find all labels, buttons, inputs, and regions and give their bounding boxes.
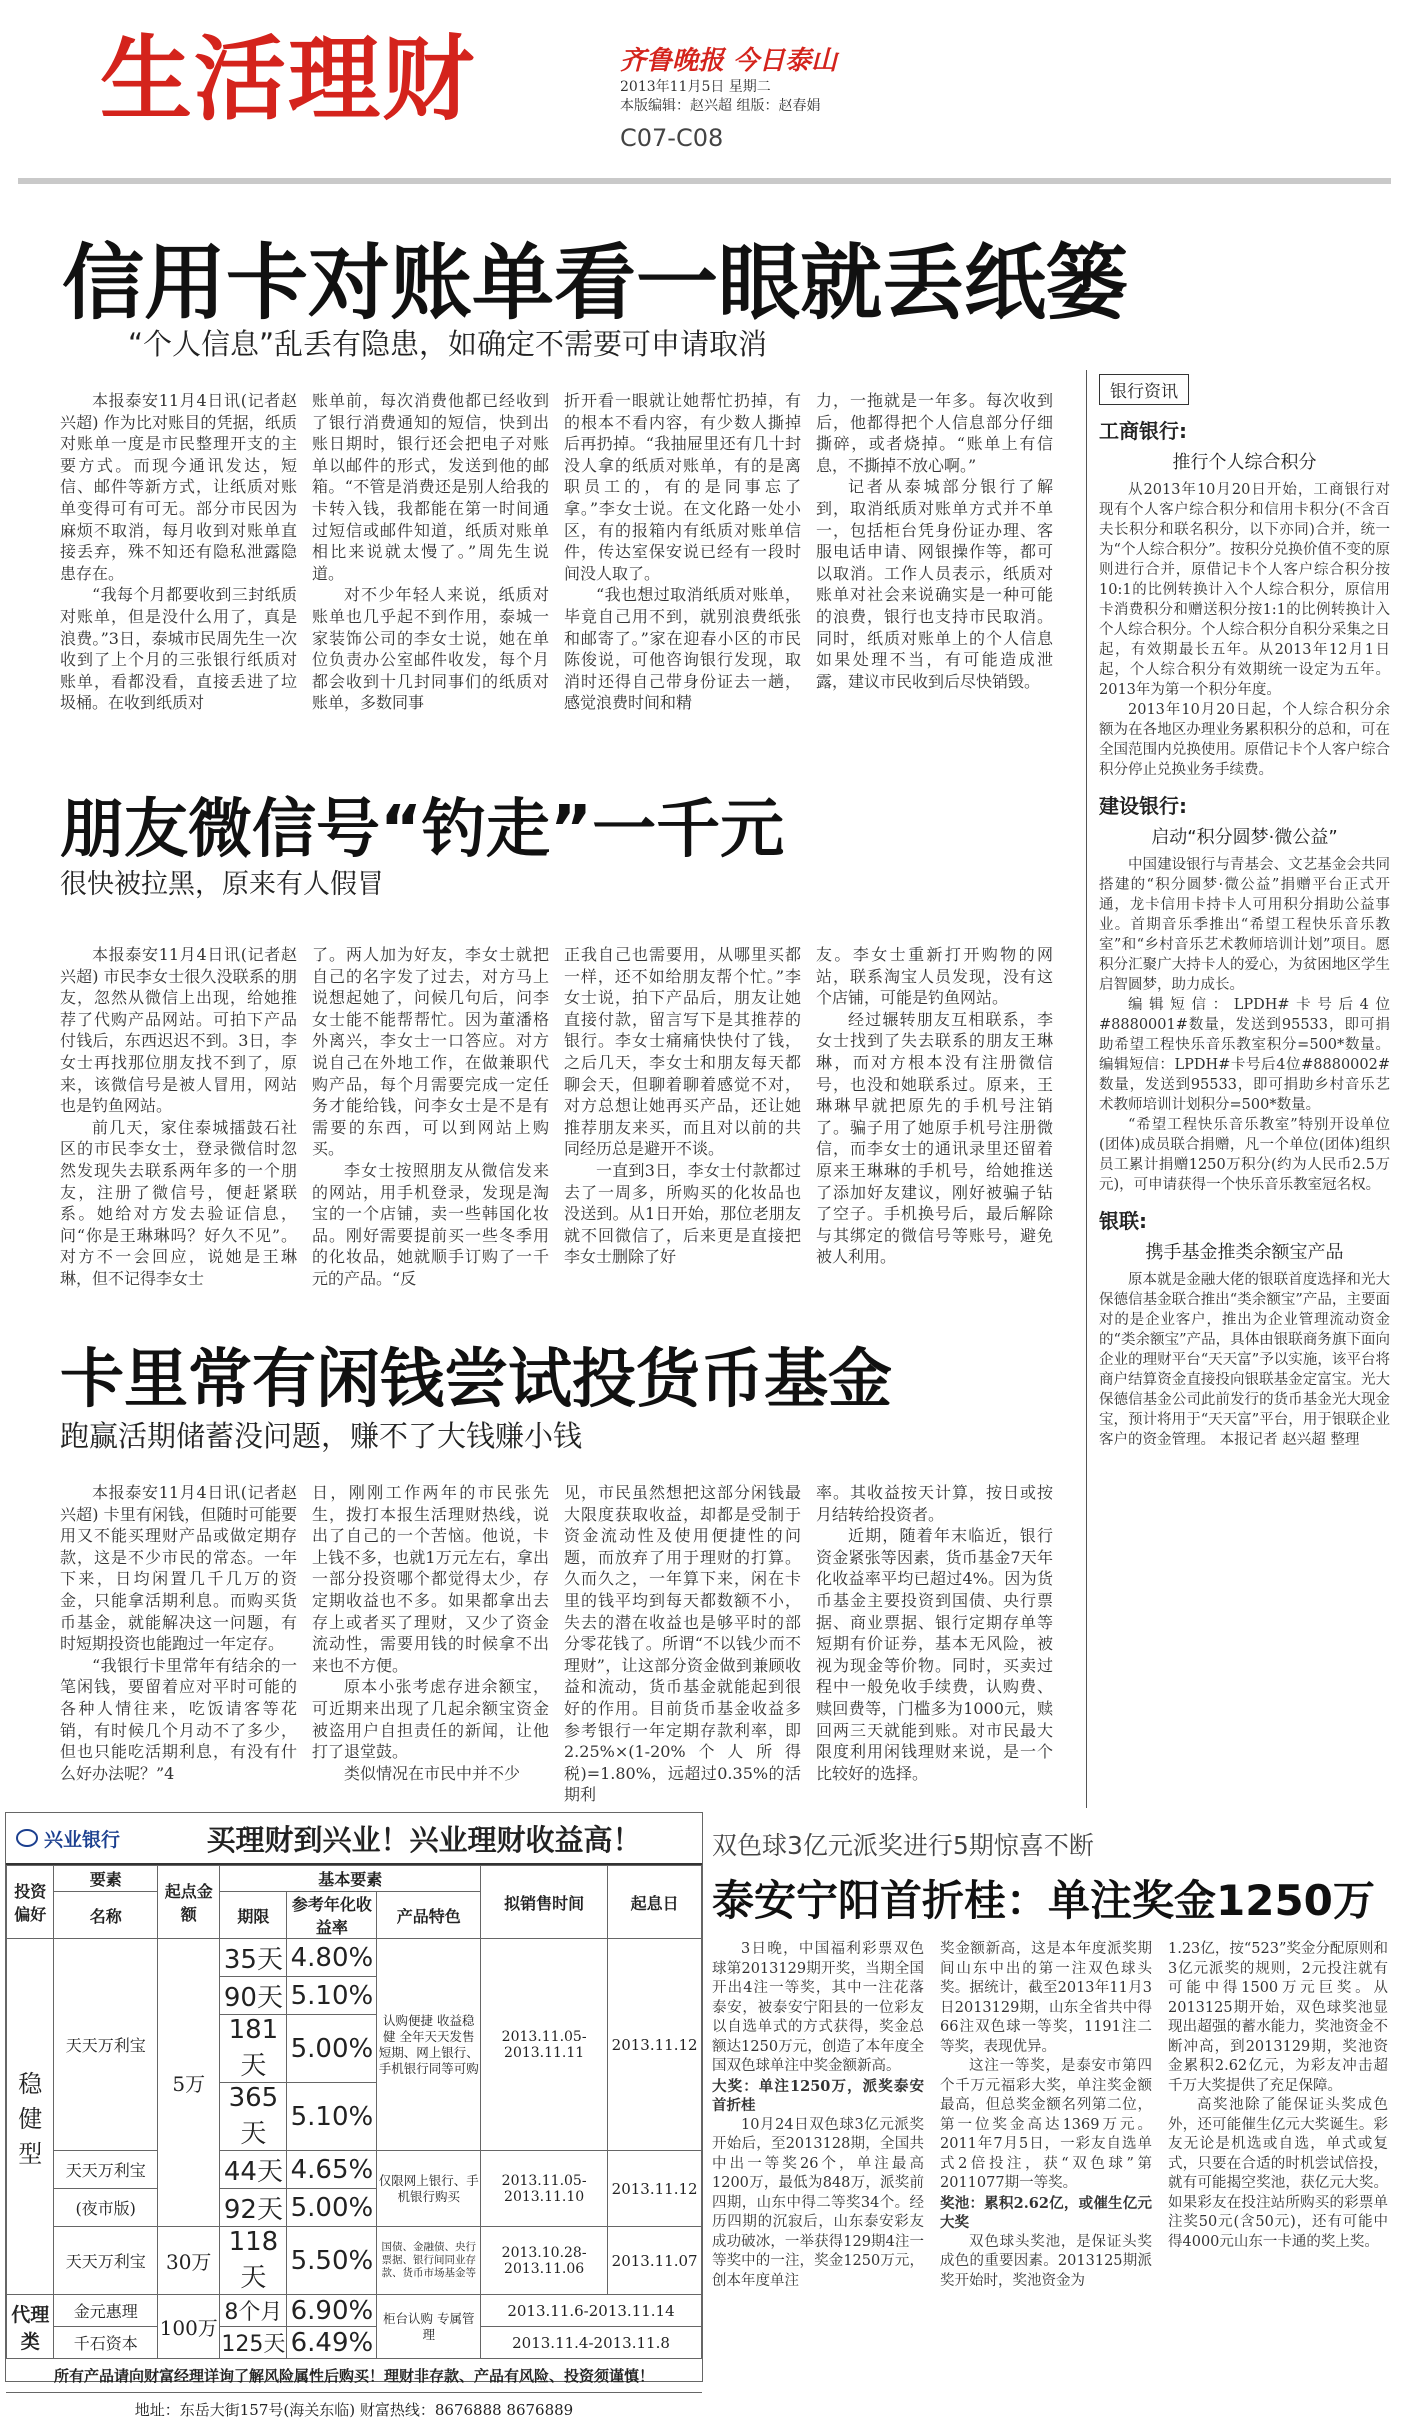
- bank-logo: [6, 1825, 146, 1852]
- paragraph: 折开看一眼就让她帮忙扔掉，有的根本不看内容，有少数人撕掉后再扔掉。“我抽屉里还有几十封没人拿的纸质对账单，有的是离职员工的，有的是同事忘了拿。”李女士说。在文化路一处小区，有的报箱内有纸质对账单信件，传达室保安说已经有一段时间没人取了。: [564, 391, 801, 583]
- th-start: 起点金额: [157, 1866, 220, 1939]
- th-period: 期限: [220, 1892, 287, 1939]
- cell-rate: 4.80%: [287, 1939, 377, 1977]
- cell-name: (夜市版): [54, 2189, 158, 2227]
- paragraph: 一直到3日，李女士付款都过去了一周多，所购买的化妆品也没送到。从1日开始，那位老朋友就不回微信了，后来更是直接把李女士删除了好: [564, 1160, 801, 1267]
- th-invest: 投资偏好: [7, 1866, 54, 1939]
- paragraph: 10月24日双色球3亿元派奖开始后，至2013128期，全国共中出一等奖26个，单注最高1200万，最低为848万，派奖前四期，山东中得二等奖34个。经历四期的沉寂后，山东泰安彩友成功破冰，一举获得129期4注一等奖中的一注，奖金1250万元，创本年度单注: [712, 2116, 924, 2289]
- paragraph: 这注一等奖，是泰安市第四个千万元福彩大奖，单注奖金额最高，但总奖金额名列第二位，第一位奖金高达1369万元。2011年7月5日，一彩友自选单式2倍投注，获“双色球”第2011077期一等奖。: [940, 2058, 1152, 2191]
- article-2-subtitle: 很快被拉黑，原来有人假冒: [60, 869, 384, 900]
- article-1-col-1: [60, 390, 297, 720]
- paragraph: 编辑短信：LPDH#卡号后4位#8880001#数量，发送到95533，即可捐助希望工程快乐音乐教室积分=500*数量。编辑短信：LPDH#卡号后4位#8880002#数量，发送到95533，即可捐助乡村音乐艺术教师培训计划积分=500*数量。: [1099, 997, 1390, 1113]
- issue-meta: [620, 78, 820, 116]
- cell-period: 35天: [220, 1939, 287, 1977]
- article-3-col-3: [564, 1482, 801, 1805]
- cell-startday: 2013.11.12: [608, 2151, 702, 2227]
- th-startday: 起息日: [608, 1866, 702, 1939]
- cell-name: 千石资本: [54, 2327, 158, 2359]
- paragraph: 近期，随着年末临近，银行资金紧张等因素，货币基金7天年化收益率平均已超过4%。因为货币基金主要投资到国债、央行票据、商业票据、银行定期存单等短期有价证券，基本无风险，被视为现金等价物。同时，买卖过程中一般免收手续费，认购费、赎回费等，门槛多为1000元，赎回两三天就能到账。对市民最大限度利用闲钱理财来说，是一个比较好的选择。: [816, 1526, 1053, 1783]
- article-3-title: 卡里常有闲钱尝试投货币基金: [60, 1343, 892, 1417]
- cell-rate: 5.10%: [287, 1977, 377, 2015]
- th-yield: 参考年化收益率: [287, 1892, 377, 1939]
- cell-name: 金元惠理: [54, 2295, 158, 2327]
- paragraph: 率。其收益按天计算，按日或按月结转给投资者。: [816, 1483, 1053, 1524]
- paragraph: 本报泰安11月4日讯(记者赵兴超) 卡里有闲钱，但随时可能要用又不能买理财产品或做定期存款，这是不少市民的常态。一年下来，日均闲置几千几万的资金，只能拿活期利息。而购买货币基金，就能解决这一问题，有时短期投资也能跑过一年定存。: [60, 1483, 297, 1654]
- cell-period: 44天: [220, 2151, 287, 2189]
- lottery-col-3: [1168, 1940, 1388, 2376]
- paragraph: 本报泰安11月4日讯(记者赵兴超) 作为比对账目的凭据，纸质对账单一度是市民整理开支的主要方式。而现今通讯发达，短信、邮件等新方式，让纸质对账单变得可有可无。部分市民因为麻烦不取消，每月收到对账单直接丢弃，殊不知还有隐私泄露隐患存在。: [60, 391, 297, 583]
- paragraph: 日，刚刚工作两年的市民张先生，拨打本报生活理财热线，说出了自己的一个苦恼。他说，卡上钱不多，也就1万元左右，拿出一部分投资哪个都觉得太少，存定期收益也不多。如果都拿出去存上或者买了理财，又少了资金流动性，需要用钱的时候拿不出来也不方便。: [312, 1483, 549, 1675]
- article-1-col-3: [564, 390, 801, 720]
- cell-period: 118天: [220, 2227, 287, 2295]
- lottery-kicker: 双色球3亿元派奖进行5期惊喜不断: [712, 1831, 1094, 1860]
- cell-sale: 2013.11.4-2013.11.8: [481, 2327, 702, 2359]
- cell-stable: 稳健型: [7, 1939, 54, 2295]
- bank-logo-icon: [16, 1829, 38, 1847]
- sidebar-label: 银行资讯: [1099, 374, 1189, 405]
- ad-disclaimer: 所有产品请向财富经理详询了解风险属性后购买！理财非存款、产品有风险、投资须谨慎！: [53, 2367, 654, 2385]
- cell-agency: 代理类: [7, 2295, 54, 2359]
- sidebar-bank-icbc: 工商银行:: [1099, 419, 1187, 443]
- feature-text: 认购便捷 收益稳健 全年天天发售: [383, 2012, 475, 2044]
- article-1-title: 信用卡对账单看一眼就丢纸篓: [62, 236, 1129, 331]
- cell-startday: 2013.11.07: [608, 2227, 702, 2295]
- cell-period: 90天: [220, 1977, 287, 2015]
- cell-name: 天天万利宝: [54, 2227, 158, 2295]
- cell-feature: 仅限网上银行、手机银行购买: [377, 2151, 481, 2227]
- section-title: 生活理财: [100, 26, 477, 133]
- article-2-col-1: [60, 944, 297, 1288]
- paragraph: 类似情况在市民中并不少: [344, 1763, 521, 1783]
- page-range: C07-C08: [620, 124, 724, 152]
- paragraph: 记者从泰城部分银行了解到，取消纸质对账单方式并不单一，包括柜台凭身份证办理、客服电话申请、网银操作等，都可以取消。工作人员表示，纸质对账单对社会来说确实是一种可能的浪费，银行也支持市民取消。同时，纸质对账单上的个人信息如果处理不当，有可能造成泄露，建议市民收到后尽快销毁。: [816, 477, 1053, 691]
- header-divider: [18, 178, 1391, 184]
- ad-address: 地址：东岳大街157号(海关东临) 财富热线：8676888 8676889: [6, 2392, 702, 2426]
- article-3-col-1: [60, 1482, 297, 1800]
- paragraph: 3日晚，中国福利彩票双色球第2013129期开奖，当期全国开出4注一等奖，其中一注花落泰安，被泰安宁阳县的一位彩友以自选单式的方式获得，奖金总额达1250万元，创造了本年度全国双色球单注中奖金额新高。: [712, 1941, 924, 2074]
- article-2-col-3: [564, 944, 801, 1274]
- sidebar-headline-ccb: 启动“积分圆梦·微公益”: [1151, 827, 1338, 848]
- paragraph: “我每个月都要收到三封纸质对账单，但是没什么用了，真是浪费。”3日，泰城市民周先生一次收到了上个月的三张银行纸质对账单，看都没看，直接丢进了垃圾桶。在收到纸质对: [60, 585, 297, 713]
- paragraph: 经过辗转朋友互相联系，李女士找到了失去联系的朋友王琳琳，而对方根本没有注册微信号，也没和她联系过。原来，王琳琳早就把原先的手机号注销了。骗子用了她原手机号注册微信，而李女士的通讯录里还留着原来王琳琳的手机号，给她推送了添加好友建议，刚好被骗子钻了空子。手机换号后，最后解除与其绑定的微信号等账号，避免被人利用。: [816, 1009, 1053, 1267]
- ad-title: 买理财到兴业！兴业理财收益高！: [206, 1822, 642, 1857]
- cell-sale: 2013.11.05-2013.11.11: [481, 1939, 608, 2151]
- cell-startday: 2013.11.12: [608, 1939, 702, 2151]
- sidebar-headline-icbc: 推行个人综合积分: [1172, 452, 1317, 473]
- cell-sale: 2013.10.28-2013.11.06: [481, 2227, 608, 2295]
- paragraph: 前几天，家住泰城擂鼓石社区的市民李女士，登录微信时忽然发现失去联系两年多的一个朋友，注册了微信号，便赶紧联系。她给对方发去验证信息，问“你是王琳琳吗？好久不见”。对方不一会回应，说她是王琳琳，但不记得李女士: [60, 1117, 297, 1288]
- newspaper-brand: 齐鲁晚报 今日泰山: [620, 46, 838, 76]
- paragraph: 奖池：累积2.62亿，或催生亿元大奖: [940, 2194, 1152, 2231]
- lottery-title: 泰安宁阳首折桂：单注奖金1250万: [712, 1876, 1375, 1925]
- article-1-col-4: [816, 390, 1053, 720]
- issue-date: 2013年11月5日 星期二: [620, 79, 771, 95]
- paragraph: 奖金额新高，这是本年度派奖期间山东中出的第一注双色球头奖。据统计，截至2013年11月3日2013129期，山东全省共中得66注双色球一等奖，1191注二等奖，表现优异。: [940, 1941, 1152, 2055]
- cib-advertisement: [5, 1812, 703, 2419]
- article-2-col-4: [816, 944, 1053, 1274]
- paragraph: 力，一拖就是一年多。每次收到后，他都得把个人信息部分仔细撕碎，或者烧掉。“账单上有信息，不撕掉不放心啊。”: [816, 391, 1053, 475]
- sidebar-headline-unionpay: 携手基金推类余额宝产品: [1145, 1242, 1344, 1263]
- sidebar-bank-unionpay: 银联:: [1099, 1209, 1147, 1233]
- bank-logo-text: 兴业银行: [44, 1828, 121, 1851]
- th-sale: 拟销售时间: [481, 1866, 608, 1939]
- sidebar-bank-ccb: 建设银行:: [1099, 794, 1187, 818]
- lottery-col-1: [712, 1940, 924, 2376]
- paragraph: “我银行卡里常年有结余的一笔闲钱，要留着应对平时可能的各种人情往来，吃饭请客等花销，有时候几个月动不了多少，但也只能吃活期利息，有没有什么好办法呢？”4: [60, 1655, 297, 1783]
- paragraph: 正我自己也需要用，从哪里买都一样，还不如给朋友帮个忙。”李女士说，拍下产品后，朋友让她直接付款，留言写下是其推荐的银行。李女士痛痛快快付了钱，之后几天，李女士和朋友每天都聊会天，但聊着聊着感觉不对，对方总想让她再买产品，还让她推荐朋友来买，而且对以前的共同经历总是避开不谈。: [564, 945, 801, 1159]
- th-basic: 基本要素: [220, 1866, 481, 1892]
- cell-feature: [377, 1939, 481, 2151]
- cell-rate: 4.65%: [287, 2151, 377, 2189]
- cell-period: 365天: [220, 2083, 287, 2151]
- paragraph: 原本就是金融大佬的银联首度选择和光大保德信基金联合推出“类余额宝”产品，主要面对的是企业客户，推出为企业管理流动资金的“类余额宝”产品，具体由银联商务旗下面向企业的理财平台“天天富”予以实施，该平台将商户结算资金直接投向银联基金定富宝。光大保德信基金公司此前发行的货币基金光大现金宝，预计将用于“天天富”平台，用于银联企业客户的资金管理。 本报记者 赵兴超 整理: [1099, 1272, 1390, 1448]
- th-feature: 产品特色: [377, 1892, 481, 1939]
- th-name: 名称: [54, 1892, 158, 1939]
- cell-rate: 5.00%: [287, 2015, 377, 2083]
- cell-name: 天天万利宝: [54, 1939, 158, 2151]
- article-2-col-2: [312, 944, 549, 1288]
- paragraph: 账单前，每次消费他都已经收到了银行消费通知的短信，快到出账日期时，银行还会把电子对账单以邮件的形式，发送到他的邮箱。“不管是消费还是别人给我的卡转入钱，我都能在第一时间通过短信或邮件知道，纸质对账单相比来说就太慢了。”周先生说道。: [312, 391, 549, 583]
- cell-rate: 5.50%: [287, 2227, 377, 2295]
- paragraph: 见，市民虽然想把这部分闲钱最大限度获取收益，却都是受制于资金流动性及使用便捷性的问题，而放弃了用于理财的打算。久而久之，一年算下来，闲在卡里的钱平均到每天都数额不小，失去的潜在收益也是够平时的部分零花钱了。所谓“不以钱少而不理财”，让这部分资金做到兼顾收益和流动，货币基金就能起到很好的作用。目前货币基金收益多参考银行一年定期存款利率，即2.25%×(1-20%个人所得税)=1.80%，远超过0.35%的活期利: [564, 1483, 801, 1805]
- cell-amount: 100万: [157, 2295, 220, 2359]
- cell-period: 125天: [220, 2327, 287, 2359]
- product-table: [6, 1865, 702, 2359]
- cell-feature: 柜台认购 专属管理: [377, 2295, 481, 2359]
- cell-amount: 30万: [157, 2227, 220, 2295]
- cell-sale: 2013.11.05-2013.11.10: [481, 2151, 608, 2227]
- cell-name: 天天万利宝: [54, 2151, 158, 2189]
- cell-feature: 国债、金融债、央行票据、银行间同业存款、货币市场基金等: [377, 2227, 481, 2295]
- paragraph: 大奖：单注1250万，派奖泰安首折桂: [712, 2077, 924, 2114]
- paragraph: 中国建设银行与青基会、文艺基金会共同搭建的“积分圆梦·微公益”捐赠平台正式开通，龙卡信用卡持卡人可用积分捐助公益事业。首期音乐季推出“希望工程快乐音乐教室”和“乡村音乐艺术教师培训计划”项目。愿积分汇聚广大持卡人的爱心，为贫困地区学生启智圆梦，助力成长。: [1099, 857, 1390, 993]
- cell-period: 8个月: [220, 2295, 287, 2327]
- cell-rate: 6.49%: [287, 2327, 377, 2359]
- article-1-subtitle: “个人信息”乱丢有隐患，如确定不需要可申请取消: [128, 327, 768, 361]
- paragraph: 李女士按照朋友从微信发来的网站，用手机登录，发现是淘宝的一个店铺，卖一些韩国化妆品。刚好需要提前买一些冬季用的化妆品，她就顺手订购了一千元的产品。“反: [312, 1160, 549, 1288]
- cell-amount: 5万: [157, 1939, 220, 2227]
- article-3-col-4: [816, 1482, 1053, 1800]
- paragraph: 1.23亿，按“523”奖金分配原则和3亿元派奖的规则，2元投注就有可能中得1500万元巨奖。从2013125期开始，双色球奖池显现出超强的蓄水能力，奖池资金不断冲高，到2013129期，奖池资金累积2.62亿元，为彩友冲击超千万大奖提供了充足保障。: [1168, 1941, 1388, 2094]
- cell-rate: 5.10%: [287, 2083, 377, 2151]
- paragraph: 对不少年轻人来说，纸质对账单也几乎起不到作用，泰城一家装饰公司的李女士说，她在单位负责办公室邮件收发，每个月都会收到十几封同事们的纸质对账单，多数同事: [312, 585, 549, 713]
- lottery-col-2: [940, 1940, 1152, 2376]
- paragraph: 原本小张考虑存进余额宝，可近期来出现了几起余额宝资金被盗用户自担责任的新闻，让他打了退堂鼓。: [312, 1677, 549, 1762]
- cell-period: 181天: [220, 2015, 287, 2083]
- article-3-subtitle: 跑赢活期储蓄没问题，赚不了大钱赚小钱: [60, 1419, 583, 1453]
- paragraph: 2013年10月20日起，个人综合积分余额为在各地区办理业务累积积分的总和，可在全国范围内兑换使用。原借记卡个人客户综合积分停止兑换业务手续费。: [1099, 702, 1390, 778]
- article-2-title: 朋友微信号“钓走”一千元: [60, 793, 785, 867]
- issue-editor: 本版编辑：赵兴超 组版：赵春娟: [620, 98, 821, 114]
- paragraph: 双色球头奖池，是保证头奖成色的重要因素。2013125期派奖开始时，奖池资金为: [940, 2233, 1152, 2289]
- cell-period: 92天: [220, 2189, 287, 2227]
- paragraph: 本报泰安11月4日讯(记者赵兴超) 市民李女士很久没联系的朋友，忽然从微信上出现，给她推荐了代购产品网站。可拍下产品付钱后，东西迟迟不到。3日，李女士再找那位朋友找不到了，原来，该微信号是被人冒用，网站也是钓鱼网站。: [60, 945, 297, 1116]
- paragraph: “我也想过取消纸质对账单，毕竟自己用不到，就别浪费纸张和邮寄了。”家在迎春小区的市民陈俊说，可他咨询银行发现，取消时还得自己带身份证去一趟，感觉浪费时间和精: [564, 585, 801, 713]
- cell-rate: 5.00%: [287, 2189, 377, 2227]
- feature-text: 短期、网上银行、手机银行同等可购: [378, 2044, 479, 2076]
- article-3-col-2: [312, 1482, 549, 1800]
- paragraph: 了。两人加为好友，李女士就把自己的名字发了过去，对方马上说想起她了，问候几句后，问李女士能不能帮帮忙。因为董潘格外离兴，李女士一口答应。对方说自己在外地工作，在做兼职代购产品，每个月需要完成一定任务才能给钱，问李女士是不是有需要的东西，可以到网站上购买。: [312, 945, 549, 1159]
- paragraph: 友。李女士重新打开购物的网站，联系淘宝人员发现，没有这个店铺，可能是钓鱼网站。: [816, 945, 1053, 1008]
- article-1-col-2: [312, 390, 549, 720]
- bank-news-sidebar: [1086, 370, 1390, 1808]
- cell-rate: 6.90%: [287, 2295, 377, 2327]
- cell-sale: 2013.11.6-2013.11.14: [481, 2295, 702, 2327]
- paragraph: “希望工程快乐音乐教室”特别开设单位(团体)成员联合捐赠，凡一个单位(团体)组织员工累计捐赠1250万积分(约为人民币2.5万元)，可申请获得一个快乐音乐教室冠名权。: [1099, 1117, 1390, 1193]
- th-elem: 要素: [54, 1866, 158, 1892]
- paragraph: 高奖池除了能保证头奖成色外，还可能催生亿元大奖诞生。彩友无论是机选或自选，单式或复式，只要在合适的时机尝试倍投，就有可能揭空奖池，获亿元大奖。如果彩友在投注站所购买的彩票单注奖50元(含50元)，还有可能中得4000元山东一卡通的奖上奖。: [1168, 2097, 1388, 2250]
- paragraph: 从2013年10月20日开始，工商银行对现有个人客户综合积分和信用卡积分(不含百夫长积分和联名积分，以下亦同)合并，统一为“个人综合积分”。按积分兑换价值不变的原则进行合并，原借记卡个人客户综合积分按10:1的比例转换计入个人综合积分，原信用卡消费积分和赠送积分按1:1的比例转换计入个人综合积分。个人综合积分自积分采集之日起，有效期最长五年。从2013年12月1日起，个人综合积分有效期统一设定为五年。2013年为第一个积分年度。: [1099, 482, 1390, 698]
